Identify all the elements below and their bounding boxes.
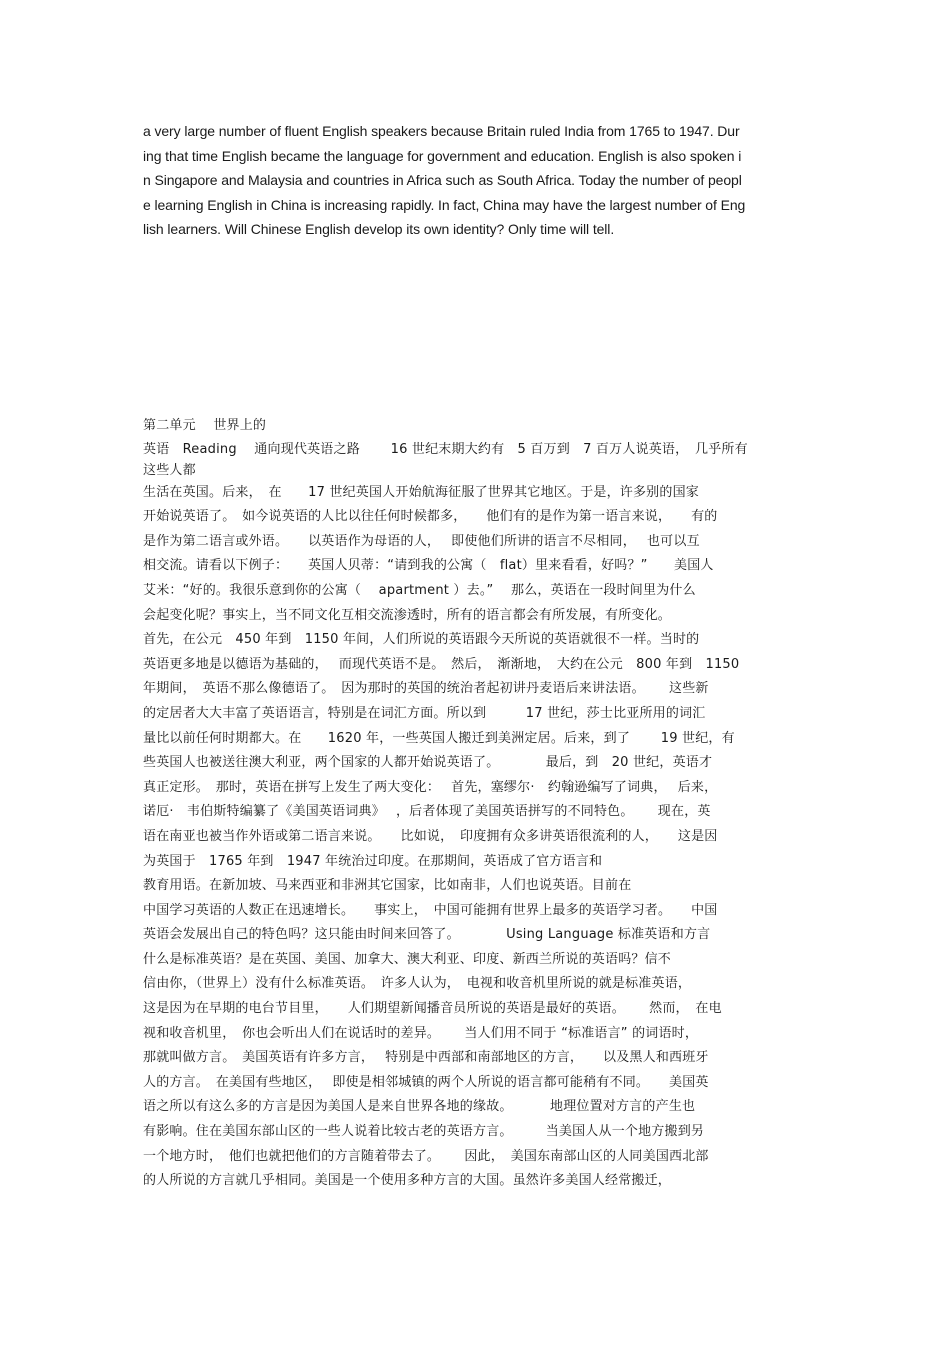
text-line: 艾米：“好的。我很乐意到你的公寓（ apartment ）去。” 那么，英语在一段时间里为什么 (143, 582, 696, 598)
text-line: 这些人都 (143, 462, 196, 478)
unit-heading: 第二单元 世界上的 (143, 418, 267, 433)
text-line: 为英国于 1765 年到 1947 年统治过印度。在那期间，英语成了官方语言和 (143, 853, 603, 869)
text-line: 量比以前任何时期都大。在 1620 年，一些英国人搬迁到美洲定居。后来，到了 19 世纪，有 (143, 730, 735, 746)
text-line: 英语 Reading 通向现代英语之路 16 世纪末期大约有 5 百万到 7 百万人说英语， 几乎所有 (143, 441, 748, 457)
text-line: 什么是标准英语？是在英国、美国、加拿大、澳大利亚、印度、新西兰所说的英语吗？信不 (143, 951, 672, 967)
text-line: 相交流。请看以下例子： 英国人贝蒂：“请到我的公寓（ flat）里来看看，好吗？” 美国人 (143, 558, 714, 574)
text-line: lish learners. Will Chinese English develop its own identity? Only time will tell. (143, 221, 615, 237)
text-line: e learning English in China is increasing rapidly. In fact, China may have the largest number of Eng (143, 196, 746, 213)
text-line: 开始说英语了。 如今说英语的人比以往任何时候都多， 他们有的是作为第一语言来说， 有的 (143, 509, 718, 525)
text-line: 那就叫做方言。 美国英语有许多方言， 特别是中西部和南部地区的方言， 以及黑人和西班牙 (143, 1050, 709, 1066)
text-line: a very large number of fluent English speakers because Britain ruled India from 1765 to 1947. Dur (143, 123, 740, 139)
text-line: 英语会发展出自己的特色吗？这只能由时间来回答了。 Using Language 标准英语和方言 (143, 927, 711, 943)
text-line: 是作为第二语言或外语。 以英语作为母语的人， 即使他们所讲的语言不尽相同， 也可以互 (143, 533, 700, 549)
text-line: 教育用语。在新加坡、马来西亚和非洲其它国家，比如南非，人们也说英语。目前在 (143, 878, 632, 894)
text-line: 年期间， 英语不那么像德语了。 因为那时的英国的统治者起初讲丹麦语后来讲法语。 这些新 (143, 681, 709, 697)
text-line: 诺厄· 韦伯斯特编纂了《美国英语词典》 ，后者体现了美国英语拼写的不同特色。 现在，英 (143, 804, 711, 820)
text-line: 的定居者大大丰富了英语语言，特别是在词汇方面。所以到 17 世纪，莎士比亚所用的词汇 (143, 705, 706, 721)
chinese-translation (143, 414, 823, 1194)
text-line: 一个地方时， 他们也就把他们的方言随着带去了。 因此， 美国东南部山区的人同美国西北部 (143, 1148, 709, 1164)
text-line: 语在南亚也被当作外语或第二语言来说。 比如说， 印度拥有众多讲英语很流利的人， 这是因 (143, 828, 718, 844)
text-line: ing that time English became the language for government and education. English is also spoken i (143, 147, 742, 164)
english-paragraph (143, 119, 803, 242)
text-line: 中国学习英语的人数正在迅速增长。 事实上， 中国可能拥有世界上最多的英语学习者。 中国 (143, 902, 718, 918)
text-line: 英语更多地是以德语为基础的， 而现代英语不是。 然后， 渐渐地， 大约在公元 800 年到 1150 (143, 656, 740, 672)
text-line: 真正定形。 那时，英语在拼写上发生了两大变化： 首先，塞缪尔· 约翰逊编写了词典， 后来， (143, 779, 718, 795)
text-line: 的人所说的方言就几乎相同。美国是一个使用多种方言的大国。虽然许多美国人经常搬迁， (143, 1173, 672, 1189)
text-line: 生活在英国。后来， 在 17 世纪英国人开始航海征服了世界其它地区。于是，许多别的国家 (143, 484, 699, 500)
text-line: 有影响。住在美国东部山区的一些人说着比较古老的英语方言。 当美国人从一个地方搬到另 (143, 1124, 705, 1140)
text-line: 语之所以有这么多的方言是因为美国人是来自世界各地的缘故。 地理位置对方言的产生也 (143, 1099, 696, 1115)
text-line: 人的方言。 在美国有些地区， 即使是相邻城镇的两个人所说的语言都可能稍有不同。 美国英 (143, 1074, 709, 1090)
text-line: 这是因为在早期的电台节目里， 人们期望新闻播音员所说的英语是最好的英语。 然而， 在电 (143, 1001, 722, 1017)
text-line: 些英国人也被送往澳大利亚，两个国家的人都开始说英语了。 最后，到 20 世纪，英语才 (143, 755, 713, 771)
text-line: 首先，在公元 450 年到 1150 年间，人们所说的英语跟今天所说的英语就很不一样。当时的 (143, 632, 700, 648)
text-line: n Singapore and Malaysia and countries in Africa such as South Africa. Today the number of peopl (143, 172, 742, 188)
text-line: 信由你，（世界上）没有什么标准英语。 许多人认为， 电视和收音机里所说的就是标准英语， (143, 976, 692, 992)
text-line: 会起变化呢？事实上，当不同文化互相交流渗透时，所有的语言都会有所发展，有所变化。 (143, 607, 672, 623)
text-line: 视和收音机里， 你也会听出人们在说话时的差异。 当人们用不同于 “标准语言” 的词语时， (143, 1025, 699, 1041)
